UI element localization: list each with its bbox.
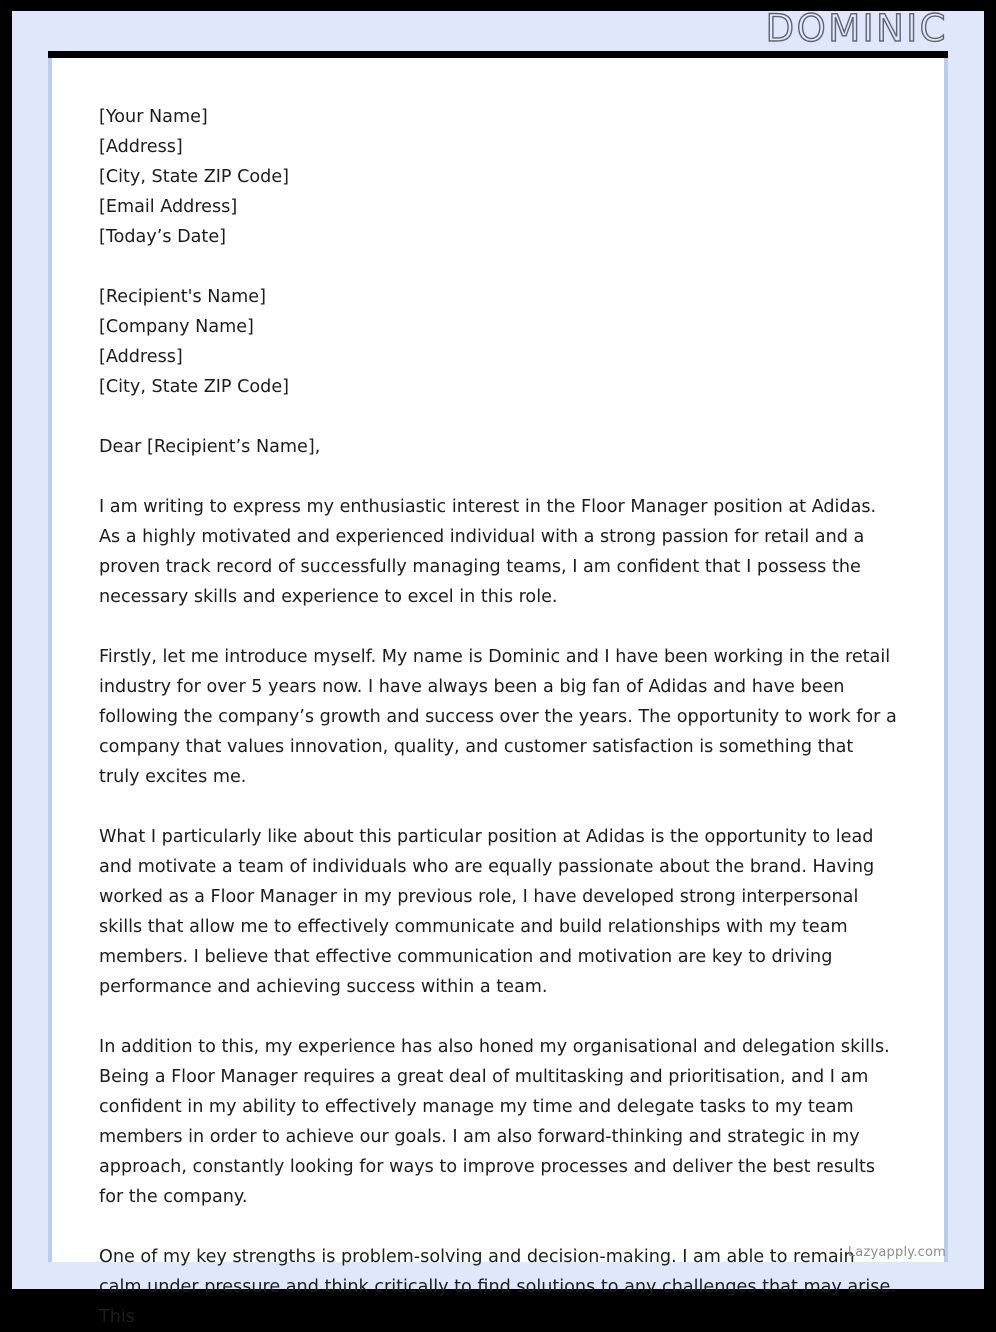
sender-address-line: [City, State ZIP Code] bbox=[99, 167, 290, 187]
body-paragraph: I am writing to express my enthusiastic interest in the Floor Manager position at Adidas. As a highly motivated and experienced individual with a strong passion for retail and a proven track record of successfully managing teams, I am confident that I possess the necessary skills and experience to excel in this role. bbox=[99, 497, 877, 607]
sender-address-line: [Today’s Date] bbox=[99, 227, 227, 247]
recipient-address-line: [City, State ZIP Code] bbox=[99, 377, 290, 397]
sender-address-block bbox=[99, 102, 899, 252]
letterhead bbox=[12, 7, 984, 51]
body-paragraph: Firstly, let me introduce myself. My name is Dominic and I have been working in the retail industry for over 5 years now. I have always been a big fan of Adidas and have been following the company’s growth and success over the years. The opportunity to work for a company that values innovation, quality, and customer satisfaction is something that truly excites me. bbox=[99, 647, 897, 787]
body-paragraph: One of my key strengths is problem-solving and decision-making. I am able to remain calm under pressure and think critically to find solutions to any challenges that may arise. This bbox=[99, 1247, 896, 1327]
letter-content bbox=[99, 58, 899, 1332]
sender-address-line: [Your Name] bbox=[99, 107, 208, 127]
sender-address-line: [Address] bbox=[99, 137, 183, 157]
sheet-edge-right bbox=[944, 58, 948, 1262]
recipient-address-line: [Address] bbox=[99, 347, 183, 367]
sender-address-line: [Email Address] bbox=[99, 197, 238, 217]
recipient-address-block bbox=[99, 282, 899, 402]
salutation: Dear [Recipient’s Name], bbox=[99, 437, 321, 457]
header-rule bbox=[48, 51, 948, 58]
top-spacer bbox=[99, 58, 899, 102]
body-paragraph: What I particularly like about this particular position at Adidas is the opportunity to lead and motivate a team of individuals who are equally passionate about the brand. Having worked as a Floor Manager in my previous role, I have developed strong interpersonal skills that allow me to effectively communicate and build relationships with my team members. I believe that effective communication and motivation are key to driving performance and achieving success within a team. bbox=[99, 827, 875, 997]
salutation-spacer bbox=[99, 402, 899, 432]
recipient-address-line: [Recipient's Name] bbox=[99, 287, 266, 307]
watermark: Lazyapply.com bbox=[847, 1245, 946, 1260]
body-paragraph: In addition to this, my experience has also honed my organisational and delegation skills. Being a Floor Manager requires a great deal of multitasking and prioritisation, and I am confident in my ability to effectively manage my time and delegate tasks to my team members in order to achieve our goals. I am also forward-thinking and strategic in my approach, constantly looking for ways to improve processes and deliver the best results for the company. bbox=[99, 1037, 890, 1207]
brand-wordmark: DOMINIC bbox=[765, 7, 948, 50]
recipient-address-line: [Company Name] bbox=[99, 317, 254, 337]
address-spacer bbox=[99, 252, 899, 282]
